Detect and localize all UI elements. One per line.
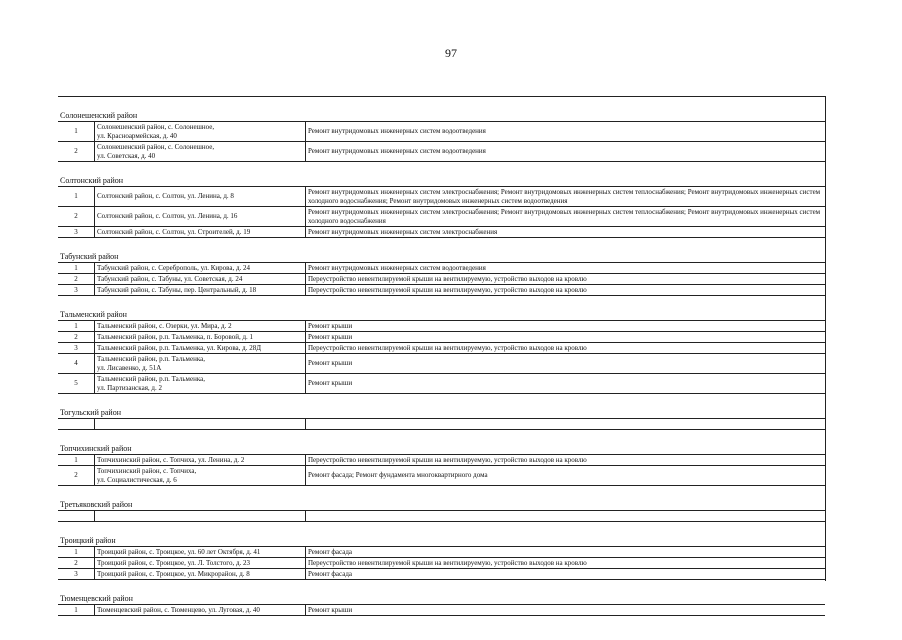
row-work-type: Переустройство невентилируемой крыши на вентилируемую, устройство выходов на кровлю bbox=[308, 343, 587, 352]
row-work-type: Переустройство невентилируемой крыши на вентилируемую, устройство выходов на кровлю bbox=[308, 455, 587, 464]
row-address-cell bbox=[94, 354, 305, 373]
table-row bbox=[58, 511, 825, 522]
table-row bbox=[58, 569, 825, 580]
row-work-type-cell bbox=[305, 547, 825, 557]
row-number-cell bbox=[58, 511, 94, 521]
row-number-cell bbox=[58, 187, 94, 206]
table-row bbox=[58, 419, 825, 430]
row-number: 2 bbox=[74, 471, 78, 479]
row-address-cell bbox=[94, 511, 305, 521]
row-number: 3 bbox=[74, 227, 78, 236]
district-section bbox=[58, 394, 825, 430]
row-address: Топчихинский район, с. Топчиха, ул. Ленина, д. 2 bbox=[97, 455, 245, 464]
district-section bbox=[58, 522, 825, 580]
district-title: Тальменский район bbox=[58, 309, 825, 321]
row-number: 1 bbox=[74, 605, 78, 614]
row-number: 4 bbox=[74, 359, 78, 367]
section-spacer bbox=[58, 430, 825, 443]
section-spacer bbox=[58, 580, 825, 593]
row-address-cell bbox=[94, 274, 305, 284]
row-address-cell bbox=[94, 285, 305, 295]
row-address-cell bbox=[94, 455, 305, 465]
row-work-type: Ремонт внутридомовых инженерных систем электроснабжения bbox=[308, 227, 498, 236]
row-address-cell bbox=[94, 263, 305, 273]
row-address-cell bbox=[94, 227, 305, 237]
row-number-cell bbox=[58, 547, 94, 557]
district-title: Солонешенский район bbox=[58, 110, 825, 122]
row-address: Солонешенский район, с. Солонешное, ул. Красноармейская, д. 40 bbox=[97, 122, 215, 140]
row-number-cell bbox=[58, 374, 94, 393]
table-row bbox=[58, 466, 825, 486]
district-title: Солтонский район bbox=[58, 175, 825, 187]
row-work-type-cell bbox=[305, 466, 825, 485]
table-row bbox=[58, 142, 825, 162]
row-work-type: Ремонт фасада; Ремонт фундамента многоквартирного дома bbox=[308, 471, 488, 479]
table-row bbox=[58, 321, 825, 332]
row-address: Тальменский район, с. Озерки, ул. Мира, д. 2 bbox=[97, 321, 232, 330]
row-work-type-cell bbox=[305, 274, 825, 284]
row-number: 2 bbox=[74, 332, 78, 341]
row-address: Табунский район, с. Табуны, ул. Советская, д. 24 bbox=[97, 274, 243, 283]
row-number-cell bbox=[58, 285, 94, 295]
section-spacer bbox=[58, 522, 825, 535]
row-work-type-cell bbox=[305, 455, 825, 465]
row-work-type-cell bbox=[305, 558, 825, 568]
table-row bbox=[58, 343, 825, 354]
row-work-type-cell bbox=[305, 374, 825, 393]
row-address: Тальменский район, р.п. Тальменка, п. Боровой, д. 1 bbox=[97, 332, 254, 341]
row-number-cell bbox=[58, 122, 94, 141]
row-number-cell bbox=[58, 263, 94, 273]
row-address: Солтонский район, с. Солтон, ул. Ленина, д. 16 bbox=[97, 212, 238, 220]
table-row bbox=[58, 558, 825, 569]
row-address: Табунский район, с. Сереброполь, ул. Кирова, д. 24 bbox=[97, 263, 251, 272]
section-spacer bbox=[58, 296, 825, 309]
row-work-type: Ремонт внутридомовых инженерных систем водоотведения bbox=[308, 263, 486, 272]
row-address-cell bbox=[94, 569, 305, 579]
row-number: 1 bbox=[74, 455, 78, 464]
district-title: Табунский район bbox=[58, 251, 825, 263]
district-section bbox=[58, 238, 825, 296]
row-work-type-cell bbox=[305, 343, 825, 353]
row-number-cell bbox=[58, 605, 94, 615]
row-work-type-cell bbox=[305, 263, 825, 273]
row-number-cell bbox=[58, 332, 94, 342]
row-number-cell bbox=[58, 558, 94, 568]
row-work-type-cell bbox=[305, 122, 825, 141]
row-address: Троицкий район, с. Троицкое, ул. 60 лет Октября, д. 41 bbox=[97, 547, 261, 556]
row-work-type: Ремонт крыши bbox=[308, 605, 353, 614]
district-section bbox=[58, 296, 825, 394]
row-number: 5 bbox=[74, 379, 78, 387]
page-number: 97 bbox=[445, 46, 457, 60]
table-row bbox=[58, 285, 825, 296]
table-row bbox=[58, 332, 825, 343]
table-row bbox=[58, 547, 825, 558]
table-row bbox=[58, 374, 825, 394]
row-work-type: Ремонт внутридомовых инженерных систем электроснабжения; Ремонт внутридомовых инженерных систем теплоснабжения; Ремонт внутридомовых инженерных систем холодного водоснабжения; Ремонт внутридомовых инженерных систем водоотведения bbox=[308, 187, 821, 205]
row-work-type: Ремонт внутридомовых инженерных систем электроснабжения; Ремонт внутридомовых инженерных систем теплоснабжения; Ремонт внутридомовых инженерных систем холодного водоснабжения bbox=[308, 207, 821, 225]
section-spacer bbox=[58, 238, 825, 251]
row-number: 3 bbox=[74, 285, 78, 294]
row-number: 1 bbox=[74, 127, 78, 135]
row-number: 1 bbox=[74, 192, 78, 200]
row-work-type-cell bbox=[305, 354, 825, 373]
row-number-cell bbox=[58, 274, 94, 284]
row-work-type: Ремонт внутридомовых инженерных систем водоотведения bbox=[308, 127, 486, 135]
row-address-cell bbox=[94, 122, 305, 141]
section-spacer bbox=[58, 486, 825, 499]
row-address: Тальменский район, р.п. Тальменка, ул. Партизанская, д. 2 bbox=[97, 374, 205, 392]
row-work-type-cell bbox=[305, 605, 825, 615]
row-address: Тюменцевский район, с. Тюменцево, ул. Луговая, д. 40 bbox=[97, 605, 260, 614]
row-address-cell bbox=[94, 466, 305, 485]
district-section bbox=[58, 97, 825, 162]
repair-table bbox=[58, 96, 826, 614]
district-section bbox=[58, 430, 825, 486]
row-address-cell bbox=[94, 207, 305, 226]
row-work-type: Ремонт крыши bbox=[308, 321, 353, 330]
district-title: Троицкий район bbox=[58, 535, 825, 547]
row-work-type: Ремонт крыши bbox=[308, 359, 353, 367]
row-address: Тальменский район, р.п. Тальменка, ул. Лисавенко, д. 51А bbox=[97, 354, 205, 372]
row-work-type: Переустройство невентилируемой крыши на вентилируемую, устройство выходов на кровлю bbox=[308, 558, 587, 567]
table-row bbox=[58, 455, 825, 466]
row-address-cell bbox=[94, 187, 305, 206]
row-address-cell bbox=[94, 547, 305, 557]
district-title: Тюменцевский район bbox=[58, 593, 825, 605]
row-number-cell bbox=[58, 569, 94, 579]
row-number: 2 bbox=[74, 274, 78, 283]
row-number: 3 bbox=[74, 569, 78, 578]
row-work-type-cell bbox=[305, 511, 825, 521]
row-number-cell bbox=[58, 207, 94, 226]
row-number: 1 bbox=[74, 547, 78, 556]
row-number: 2 bbox=[74, 147, 78, 155]
row-address: Солтонский район, с. Солтон, ул. Строителей, д. 19 bbox=[97, 227, 251, 236]
section-spacer bbox=[58, 97, 825, 110]
row-address: Табунский район, с. Табуны, пер. Центральный, д. 18 bbox=[97, 285, 257, 294]
row-work-type: Переустройство невентилируемой крыши на вентилируемую, устройство выходов на кровлю bbox=[308, 285, 587, 294]
row-address: Троицкий район, с. Троицкое, ул. Микрорайон, д. 8 bbox=[97, 569, 250, 578]
row-address: Троицкий район, с. Троицкое, ул. Л. Толстого, д. 23 bbox=[97, 558, 251, 567]
table-row bbox=[58, 122, 825, 142]
row-address: Солонешенский район, с. Солонешное, ул. Советская, д. 40 bbox=[97, 142, 215, 160]
table-row bbox=[58, 207, 825, 227]
row-address-cell bbox=[94, 374, 305, 393]
row-number-cell bbox=[58, 343, 94, 353]
row-address-cell bbox=[94, 558, 305, 568]
row-work-type: Ремонт крыши bbox=[308, 379, 353, 387]
row-work-type: Ремонт крыши bbox=[308, 332, 353, 341]
row-address: Солтонский район, с. Солтон, ул. Ленина, д. 8 bbox=[97, 192, 234, 200]
row-work-type-cell bbox=[305, 227, 825, 237]
row-address-cell bbox=[94, 419, 305, 429]
row-work-type-cell bbox=[305, 142, 825, 161]
row-number: 2 bbox=[74, 212, 78, 220]
section-spacer bbox=[58, 394, 825, 407]
district-title: Третьяковский район bbox=[58, 499, 825, 511]
row-work-type-cell bbox=[305, 285, 825, 295]
table-row bbox=[58, 354, 825, 374]
row-number-cell bbox=[58, 321, 94, 331]
row-work-type: Ремонт фасада bbox=[308, 547, 353, 556]
section-spacer bbox=[58, 162, 825, 175]
row-work-type-cell bbox=[305, 332, 825, 342]
row-work-type-cell bbox=[305, 187, 825, 206]
table-row bbox=[58, 187, 825, 207]
row-work-type-cell bbox=[305, 207, 825, 226]
row-number-cell bbox=[58, 455, 94, 465]
row-number-cell bbox=[58, 419, 94, 429]
row-number-cell bbox=[58, 142, 94, 161]
row-address: Топчихинский район, с. Топчиха, ул. Социалистическая, д. 6 bbox=[97, 466, 197, 484]
table-row bbox=[58, 227, 825, 238]
row-address-cell bbox=[94, 343, 305, 353]
row-work-type: Ремонт фасада bbox=[308, 569, 353, 578]
row-work-type-cell bbox=[305, 419, 825, 429]
row-number-cell bbox=[58, 227, 94, 237]
row-address-cell bbox=[94, 321, 305, 331]
row-number-cell bbox=[58, 466, 94, 485]
row-number: 3 bbox=[74, 343, 78, 352]
row-number: 1 bbox=[74, 263, 78, 272]
district-section bbox=[58, 486, 825, 522]
district-title: Топчихинский район bbox=[58, 443, 825, 455]
table-row bbox=[58, 274, 825, 285]
row-number: 2 bbox=[74, 558, 78, 567]
district-section bbox=[58, 580, 825, 616]
table-row bbox=[58, 605, 825, 616]
table-row bbox=[58, 263, 825, 274]
district-section bbox=[58, 162, 825, 238]
district-title: Тогульский район bbox=[58, 407, 825, 419]
row-work-type-cell bbox=[305, 321, 825, 331]
row-number: 1 bbox=[74, 321, 78, 330]
row-work-type: Переустройство невентилируемой крыши на вентилируемую, устройство выходов на кровлю bbox=[308, 274, 587, 283]
row-address: Тальменский район, р.п. Тальменка, ул. Кирова, д. 28Д bbox=[97, 343, 261, 352]
row-address-cell bbox=[94, 142, 305, 161]
row-work-type: Ремонт внутридомовых инженерных систем водоотведения bbox=[308, 147, 486, 155]
row-address-cell bbox=[94, 332, 305, 342]
row-number-cell bbox=[58, 354, 94, 373]
row-work-type-cell bbox=[305, 569, 825, 579]
row-address-cell bbox=[94, 605, 305, 615]
